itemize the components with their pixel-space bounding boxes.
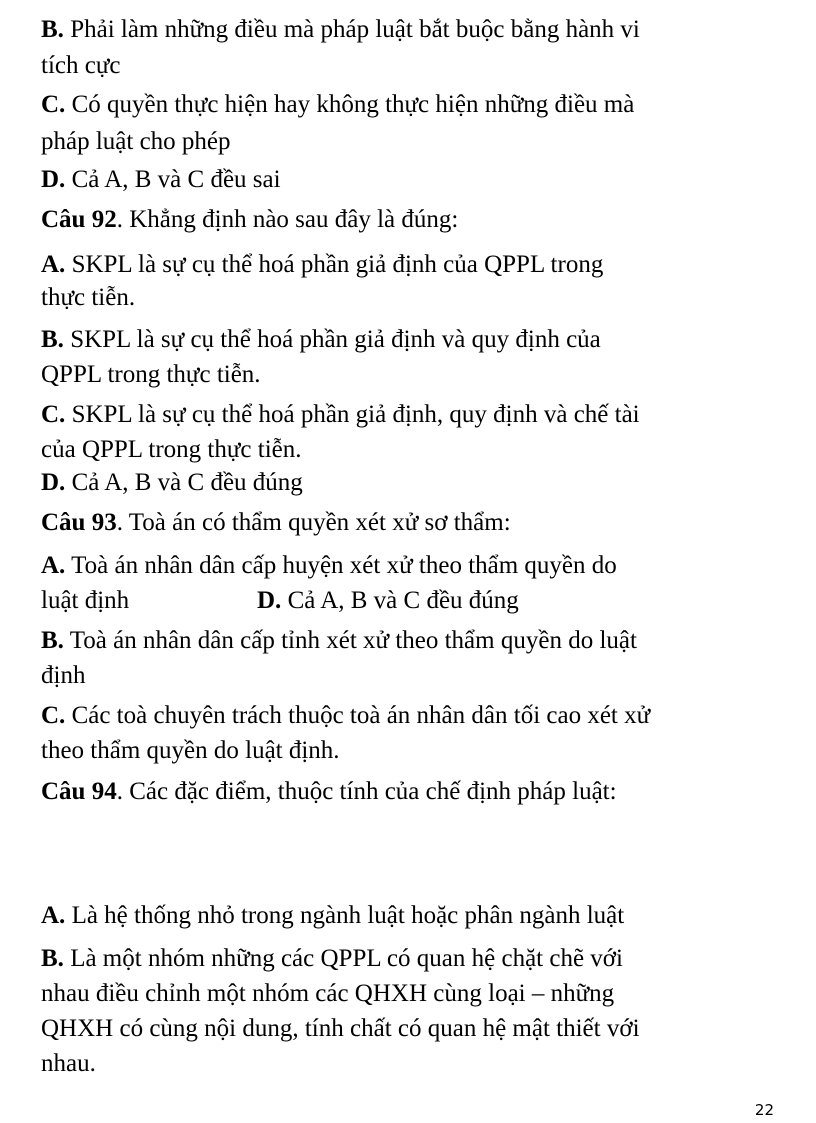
line-text: Cả A, B và C đều sai — [65, 166, 281, 193]
line-text: Là hệ thống nhỏ trong ngành luật hoặc phân ngành luật — [65, 902, 625, 929]
option-b-line — [41, 626, 637, 656]
line-text: QHXH có cùng nội dung, tính chất có quan hệ mật thiết với — [41, 1015, 640, 1042]
page-number: 22 — [754, 1101, 774, 1119]
option-label: D. — [41, 166, 66, 193]
option-label: C. — [41, 91, 66, 118]
question-number: Câu 93 — [41, 509, 117, 536]
text-line — [41, 736, 340, 766]
option-label: A. — [41, 251, 66, 278]
line-text: Cả A, B và C đều đúng — [65, 469, 303, 496]
line-text: luật định — [41, 587, 130, 614]
text-line — [41, 1049, 96, 1079]
line-text: tích cực — [41, 52, 121, 79]
question-93-heading — [41, 508, 511, 538]
line-text: theo thẩm quyền do luật định. — [41, 737, 340, 764]
line-text: SKPL là sự cụ thể hoá phần giả định của QPPL trong — [65, 251, 604, 278]
line-text: nhau điều chỉnh một nhóm các QHXH cùng loại – những — [41, 980, 615, 1007]
option-c-line — [41, 400, 640, 430]
option-label: C. — [41, 401, 66, 428]
line-text: Cả A, B và C đều đúng — [281, 587, 519, 614]
option-a-line — [41, 901, 624, 931]
option-a-line — [41, 551, 617, 581]
line-text: SKPL là sự cụ thể hoá phần giả định và quy định của — [63, 326, 601, 353]
question-number: Câu 92 — [41, 206, 117, 233]
option-a-line — [41, 250, 603, 280]
line-text: Toà án nhân dân cấp huyện xét xử theo thẩm quyền do — [65, 552, 617, 579]
option-label: D. — [257, 587, 282, 614]
question-text: . Khẳng định nào sau đây là đúng: — [116, 206, 459, 233]
text-line — [41, 1014, 640, 1044]
option-label: A. — [41, 902, 66, 929]
line-text: QPPL trong thực tiễn. — [41, 361, 261, 388]
text-line — [41, 661, 85, 691]
option-d-line — [41, 165, 281, 195]
text-line — [41, 586, 129, 616]
option-d-line — [41, 468, 303, 498]
option-c-line — [41, 701, 650, 731]
line-text: Là một nhóm những các QPPL có quan hệ chặt chẽ với — [63, 945, 623, 972]
option-label: A. — [41, 552, 66, 579]
option-c-line — [41, 90, 634, 120]
text-line — [41, 979, 614, 1009]
option-b-line — [41, 15, 640, 45]
question-text: . Toà án có thẩm quyền xét xử sơ thẩm: — [116, 509, 511, 536]
text-line — [41, 435, 302, 465]
text-line — [41, 283, 135, 313]
option-label: B. — [41, 326, 64, 353]
text-line — [41, 360, 261, 390]
option-d-inline — [257, 586, 519, 616]
line-text: nhau. — [41, 1050, 96, 1077]
question-92-heading — [41, 205, 458, 235]
line-text: định — [41, 662, 86, 689]
option-b-line — [41, 325, 601, 355]
option-b-line — [41, 944, 623, 974]
line-text: pháp luật cho phép — [41, 128, 231, 155]
text-line — [41, 51, 120, 81]
line-text: thực tiễn. — [41, 284, 136, 311]
question-94-heading — [41, 777, 617, 807]
option-label: B. — [41, 945, 64, 972]
line-text: Có quyền thực hiện hay không thực hiện những điều mà — [65, 91, 635, 118]
line-text: Toà án nhân dân cấp tỉnh xét xử theo thẩm quyền do luật — [63, 627, 637, 654]
option-label: C. — [41, 702, 66, 729]
question-number: Câu 94 — [41, 778, 117, 805]
option-label: D. — [41, 469, 66, 496]
question-text: . Các đặc điểm, thuộc tính của chế định pháp luật: — [116, 778, 617, 805]
line-text: Các toà chuyên trách thuộc toà án nhân dân tối cao xét xử — [65, 702, 651, 729]
option-label: B. — [41, 16, 64, 43]
line-text: Phải làm những điều mà pháp luật bắt buộc bằng hành vi — [63, 16, 640, 43]
option-label: B. — [41, 627, 64, 654]
text-line — [41, 127, 231, 157]
line-text: SKPL là sự cụ thể hoá phần giả định, quy định và chế tài — [65, 401, 640, 428]
line-text: của QPPL trong thực tiễn. — [41, 436, 302, 463]
